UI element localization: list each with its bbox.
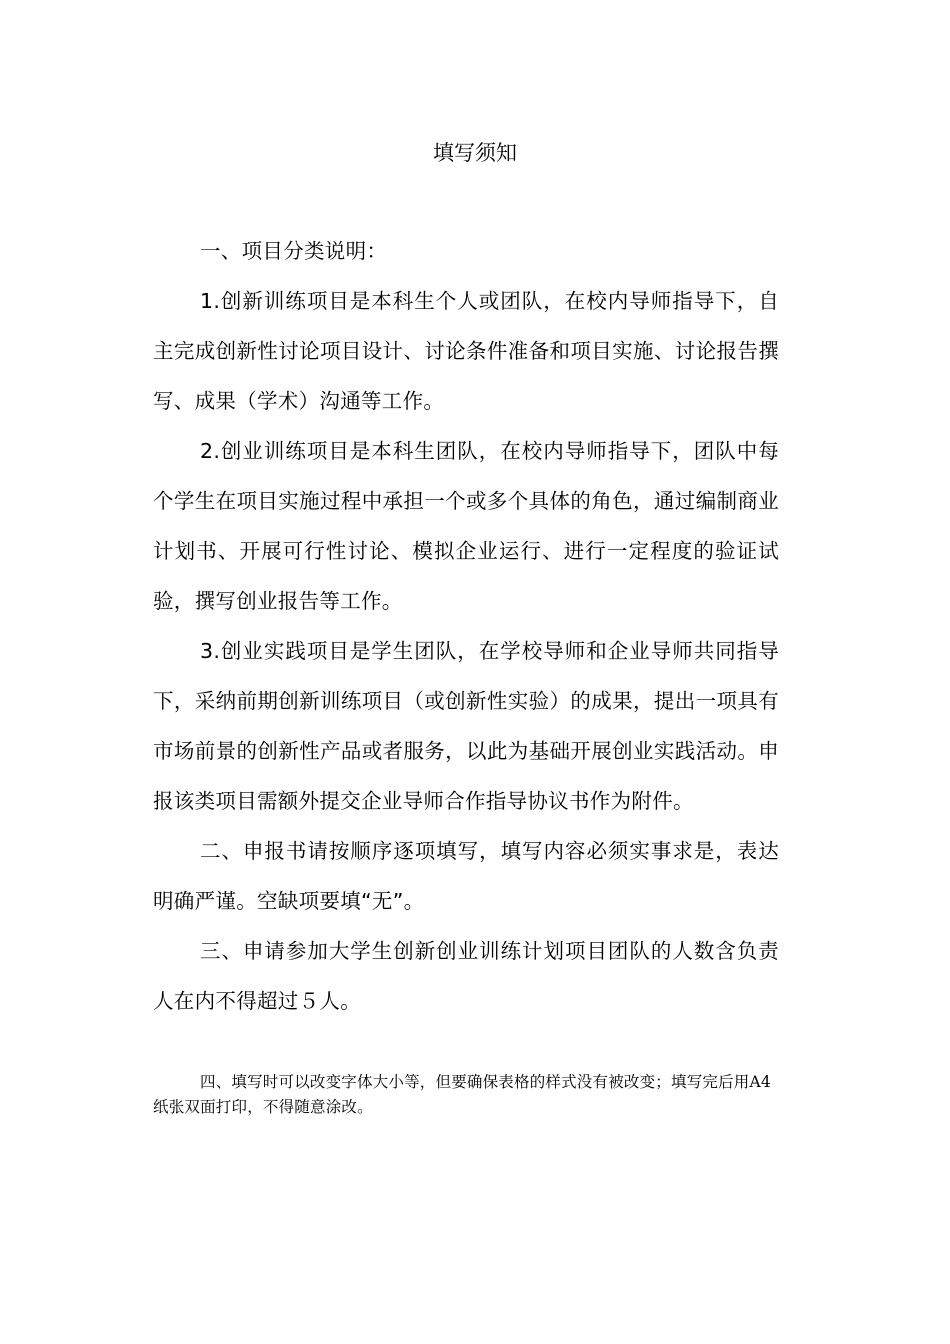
paragraph-print-note: 四、填写时可以改变字体大小等，但要确保表格的样式没有被改变；填写完后用A4纸张双面打印，不得随意涂改。 <box>153 1073 771 1116</box>
section-1-heading-block <box>153 226 779 276</box>
paragraph-innovation-training: 1.创新训练项目是本科生个人或团队，在校内导师指导下，自主完成创新性讨论项目设计、讨论条件准备和项目实施、讨论报告撰写、成果（学术）沟通等工作。 <box>153 289 779 413</box>
paragraph-team-size: 三、申请参加大学生创新创业训练计划项目团队的人数含负责人在内不得超过５人。 <box>153 939 779 1013</box>
paragraph-fill-in-order: 二、申报书请按顺序逐项填写，填写内容必须实事求是，表达明确严谨。空缺项要填“无”。 <box>153 839 779 913</box>
paragraph-entrepreneurship-practice: 3.创业实践项目是学生团队，在学校导师和企业导师共同指导下，采纳前期创新训练项目（或创新性实验）的成果，提出一项具有市场前景的创新性产品或者服务，以此为基础开展创业实践活动。申报该类项目需额外提交企业导师合作指导协议书作为附件。 <box>153 639 779 813</box>
section-1-items <box>153 276 779 1026</box>
paragraph-entrepreneurship-training: 2.创业训练项目是本科生团队，在校内导师指导下，团队中每个学生在项目实施过程中承担一个或多个具体的角色，通过编制商业计划书、开展可行性讨论、模拟企业运行、进行一定程度的验证试验，撰写创业报告等工作。 <box>153 439 779 613</box>
section-heading-project-classification: 一、项目分类说明： <box>200 239 388 263</box>
page-title: 填写须知 <box>433 141 517 165</box>
